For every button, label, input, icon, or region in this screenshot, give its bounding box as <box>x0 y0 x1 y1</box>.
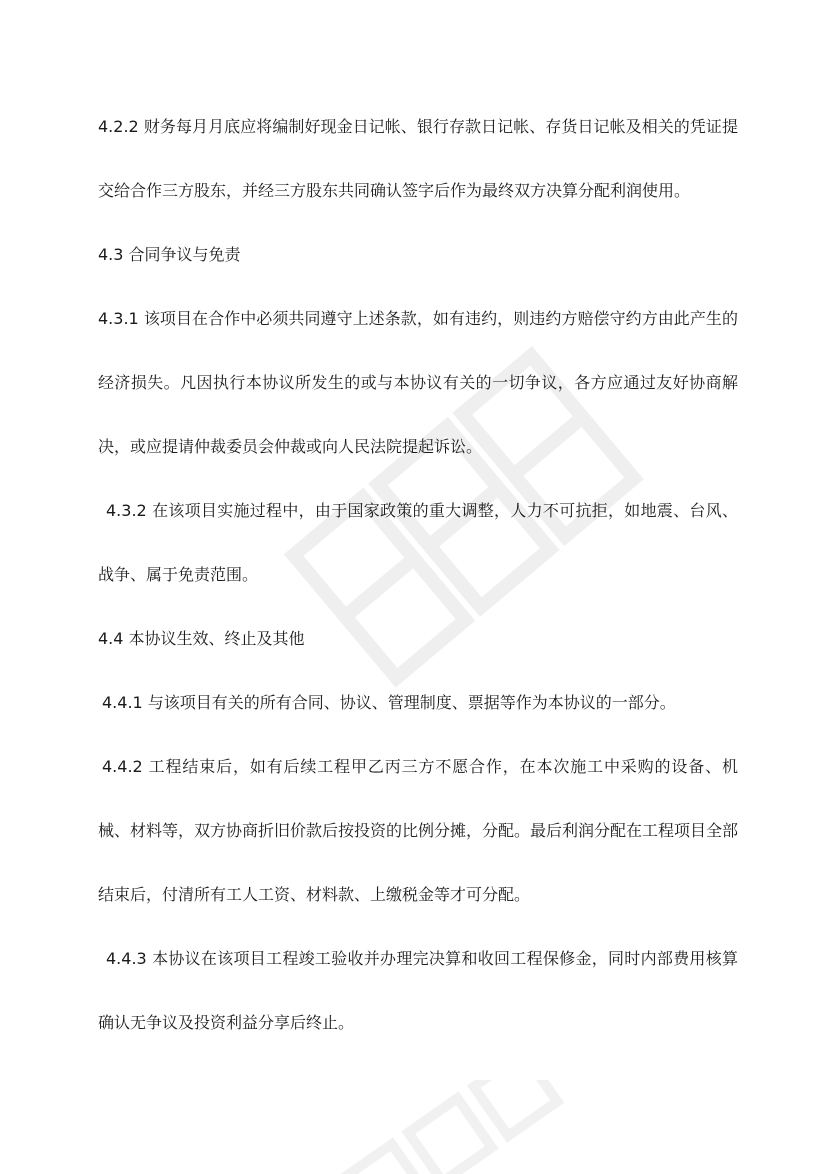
watermark-bottom-icon <box>300 1080 600 1174</box>
paragraph-4-3-1: 4.3.1 该项目在合作中必须共同遵守上述条款，如有违约，则违约方赔偿守约方由此产生的经济损失。凡因执行本协议所发生的或与本协议有关的一切争议，各方应通过友好协商解决，或应提请仲裁委员会仲裁或向人民法院提起诉讼。 <box>98 309 738 456</box>
document-body <box>98 95 738 1055</box>
heading-4-4: 4.4 本协议生效、终止及其他 <box>98 629 305 648</box>
paragraph-4-4-3: 4.4.3 本协议在该项目工程竣工验收并办理完决算和收回工程保修金，同时内部费用核算确认无争议及投资利益分享后终止。 <box>98 949 738 1032</box>
paragraph-4-3-2: 4.3.2 在该项目实施过程中，由于国家政策的重大调整，人力不可抗拒，如地震、台风、战争、属于免责范围。 <box>98 501 738 584</box>
paragraph-4-4-1: 4.4.1 与该项目有关的所有合同、协议、管理制度、票据等作为本协议的一部分。 <box>102 693 676 712</box>
heading-4-3: 4.3 合同争议与免责 <box>98 245 241 264</box>
paragraph-4-2-2: 4.2.2 财务每月月底应将编制好现金日记帐、银行存款日记帐、存货日记帐及相关的凭证提交给合作三方股东，并经三方股东共同确认签字后作为最终双方决算分配利润使用。 <box>98 117 738 200</box>
paragraph-4-4-2: 4.4.2 工程结束后，如有后续工程甲乙丙三方不愿合作，在本次施工中采购的设备、机械、材料等，双方协商折旧价款后按投资的比例分摊，分配。最后利润分配在工程项目全部结束后，付清所有工人工资、材料款、上缴税金等才可分配。 <box>98 757 739 904</box>
